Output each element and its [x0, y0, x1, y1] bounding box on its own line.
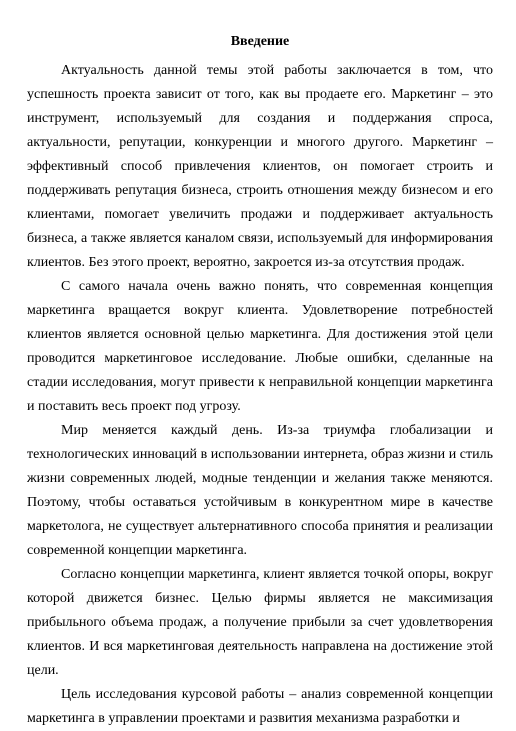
- paragraph-relevance: Актуальность данной темы этой работы заключается в том, что успешность проекта зависит от того, как вы продаете его. Маркетинг – это инструмент, используемый для создания и поддержания спроса, актуальности, репутации, конкуренции и многого другого. Маркетинг – эффективный способ привлечения клиентов, он помогает строить и поддерживать репутация бизнеса, строить отношения между бизнесом и его клиентами, помогает увеличить продажи и поддерживает актуальность бизнеса, а также является каналом связи, используемый для информирования клиентов. Без этого проект, вероятно, закроется из-за отсутствия продаж.: [27, 63, 493, 270]
- paragraph-marketing-concept: Согласно концепции маркетинга, клиент является точкой опоры, вокруг которой движется бизнес. Целью фирмы является не максимизация прибыльного объема продаж, а получение прибыли за счет удовлетворения клиентов. И вся маркетинговая деятельность направлена на достижение этой цели.: [27, 567, 493, 678]
- paragraph-changing-world: Мир меняется каждый день. Из-за триумфа глобализации и технологических инноваций в использовании интернета, образ жизни и стиль жизни современных людей, модные тенденции и желания также меняются. Поэтому, чтобы оставаться устойчивым в конкурентном мире в качестве маркетолога, не существует альтернативного способа принятия и реализации современной концепции маркетинга.: [27, 423, 493, 558]
- paragraph-customer-focus: С самого начала очень важно понять, что современная концепция маркетинга вращается вокруг клиента. Удовлетворение потребностей клиентов является основной целью маркетинга. Для достижения этой цели проводится маркетинговое исследование. Любые ошибки, сделанные на стадии исследования, могут привести к неправильной концепции маркетинга и поставить весь проект под угрозу.: [27, 279, 493, 414]
- page-title: Введение: [230, 34, 290, 49]
- paragraph-research-goal: Цель исследования курсовой работы – анализ современной концепции маркетинга в управлении проектами и развития механизма разработки и: [27, 687, 493, 726]
- document-page: [27, 30, 493, 731]
